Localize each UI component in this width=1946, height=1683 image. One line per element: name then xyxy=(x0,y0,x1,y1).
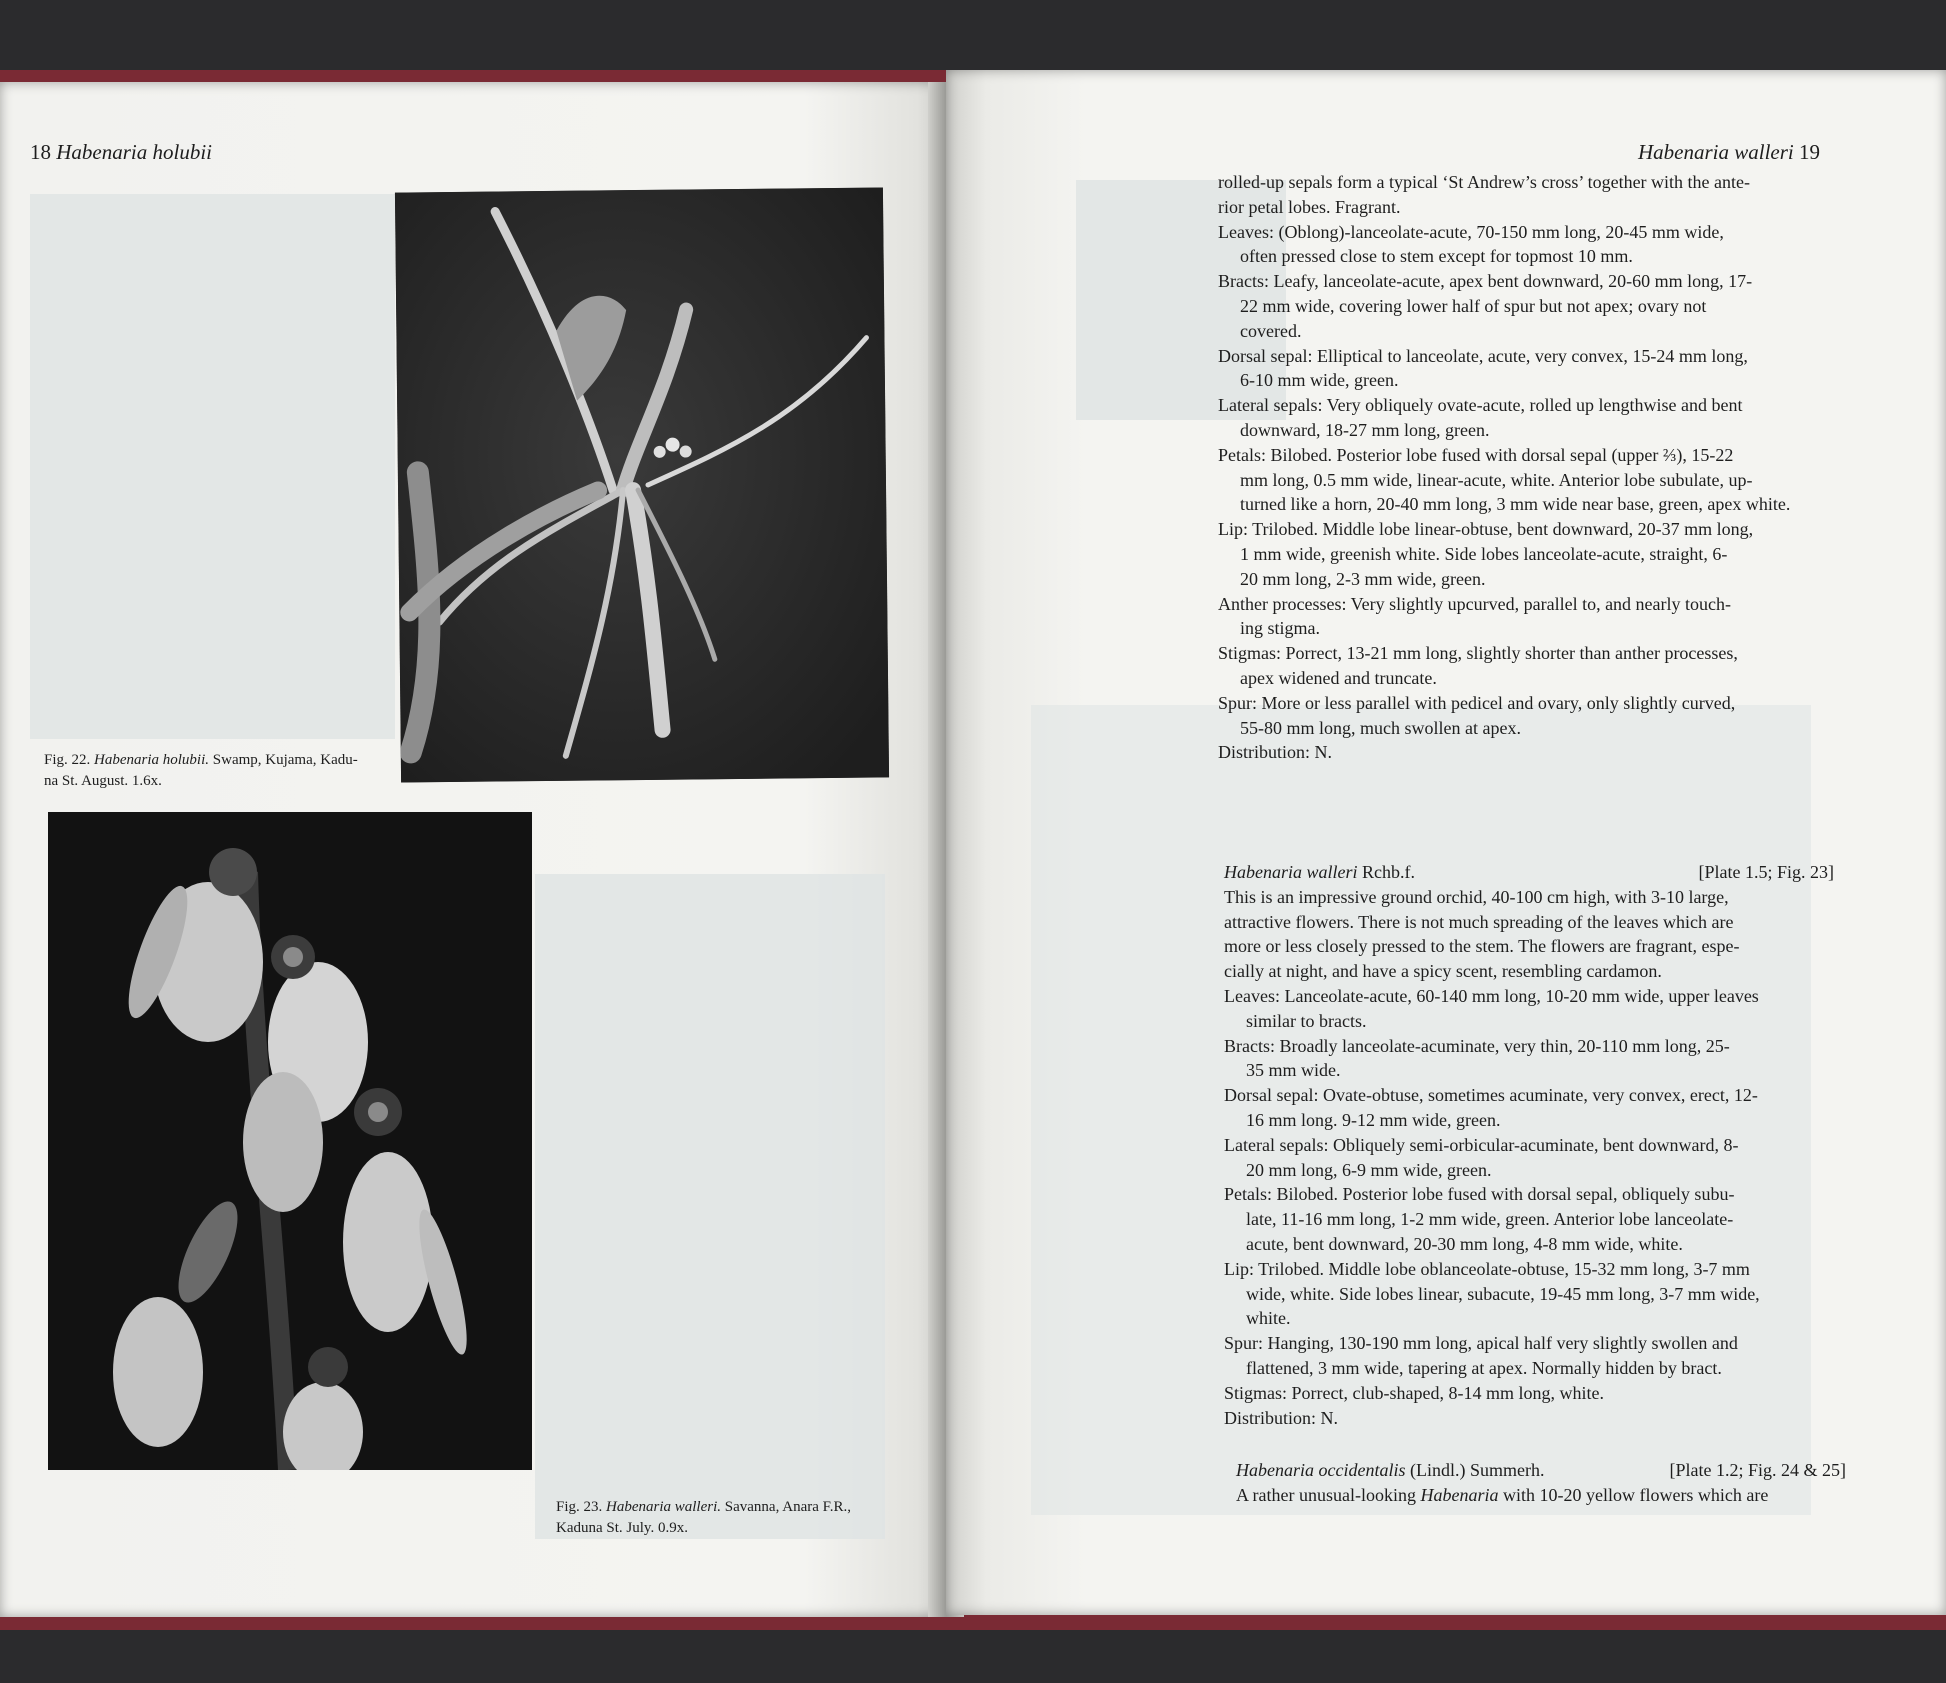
occidentalis-plate-ref: [Plate 1.2; Fig. 24 & 25] xyxy=(1669,1460,1846,1480)
occidentalis-name: Habenaria occidentalis xyxy=(1236,1460,1406,1480)
text-line: Leaves: (Oblong)-lanceolate-acute, 70-150 mm long, 20-45 mm wide, xyxy=(1218,221,1724,242)
right-page xyxy=(946,70,1946,1615)
text-line: flattened, 3 mm wide, tapering at apex. Normally hidden by bract. xyxy=(1246,1357,1722,1378)
show-through-shadow xyxy=(535,874,885,1539)
text-line: 16 mm long. 9-12 mm wide, green. xyxy=(1246,1109,1501,1130)
occidentalis-section xyxy=(1236,1458,1846,1508)
text-line: Petals: Bilobed. Posterior lobe fused with dorsal sepal, obliquely subu- xyxy=(1224,1184,1735,1205)
text-line: Lateral sepals: Obliquely semi-orbicular-acuminate, bent downward, 8- xyxy=(1224,1134,1739,1155)
text-line: attractive flowers. There is not much spreading of the leaves which are xyxy=(1224,911,1734,932)
text-line: more or less closely pressed to the stem. The flowers are fragrant, espe- xyxy=(1224,936,1740,957)
text-line: Anther processes: Very slightly upcurved, parallel to, and nearly touch- xyxy=(1218,593,1732,614)
orchid-walleri-flowers-image xyxy=(48,812,532,1470)
fig23-species: Habenaria walleri. xyxy=(606,1499,722,1515)
walleri-heading xyxy=(1224,860,1834,885)
walleri-lines xyxy=(1224,885,1834,1431)
occidentalis-heading xyxy=(1236,1458,1846,1483)
text-line: Lateral sepals: Very obliquely ovate-acute, rolled up lengthwise and bent xyxy=(1218,395,1743,416)
occidentalis-genus: Habenaria xyxy=(1420,1484,1499,1505)
text-line: Spur: More or less parallel with pedicel and ovary, only slightly curved, xyxy=(1218,692,1736,713)
text-line: mm long, 0.5 mm wide, linear-acute, white. Anterior lobe subulate, up- xyxy=(1240,469,1753,490)
text-line: cially at night, and have a spicy scent, resembling cardamon. xyxy=(1224,961,1662,982)
fig22-caption-line1: Swamp, Kujama, Kadu- xyxy=(212,752,358,768)
figure-23-photo xyxy=(48,812,532,1470)
text-line: often pressed close to stem except for topmost 10 mm. xyxy=(1240,246,1633,267)
text-line: Bracts: Broadly lanceolate-acuminate, very thin, 20-110 mm long, 25- xyxy=(1224,1035,1730,1056)
text-line: Stigmas: Porrect, club-shaped, 8-14 mm long, white. xyxy=(1224,1382,1604,1403)
left-page xyxy=(0,82,946,1617)
walleri-author: Rchb.f. xyxy=(1362,862,1415,882)
fig22-species: Habenaria holubii. xyxy=(94,752,210,768)
walleri-plate-ref: [Plate 1.5; Fig. 23] xyxy=(1698,862,1834,882)
left-running-title: Habenaria holubii xyxy=(56,140,212,164)
occidentalis-text-after: with 10-20 yellow flowers which are xyxy=(1498,1484,1769,1505)
text-line: rolled-up sepals form a typical ‘St Andrew’s cross’ together with the ante- xyxy=(1218,172,1751,192)
text-line: Petals: Bilobed. Posterior lobe fused with dorsal sepal (upper ⅔), 15-22 xyxy=(1218,444,1734,465)
text-line: 35 mm wide. xyxy=(1246,1060,1341,1081)
figure-23-caption xyxy=(556,1497,936,1539)
left-running-head xyxy=(30,140,212,165)
text-line: This is an impressive ground orchid, 40-100 cm high, with 3-10 large, xyxy=(1224,886,1729,907)
text-line: ing stigma. xyxy=(1240,618,1320,639)
occidentalis-intro-line xyxy=(1236,1483,1846,1508)
walleri-section xyxy=(1224,860,1834,1430)
text-line: apex widened and truncate. xyxy=(1240,667,1437,688)
text-line: turned like a horn, 20-40 mm long, 3 mm wide near base, green, apex white. xyxy=(1240,494,1791,515)
text-line: 20 mm long, 2-3 mm wide, green. xyxy=(1240,568,1486,589)
text-line: 55-80 mm long, much swollen at apex. xyxy=(1240,717,1521,738)
text-line: similar to bracts. xyxy=(1246,1010,1367,1031)
occidentalis-text-before: A rather unusual-looking xyxy=(1236,1484,1421,1505)
right-page-number: 19 xyxy=(1799,140,1820,164)
fig22-label: Fig. 22. xyxy=(44,752,91,768)
text-line: Distribution: N. xyxy=(1218,742,1333,763)
text-line: Lip: Trilobed. Middle lobe linear-obtuse, bent downward, 20-37 mm long, xyxy=(1218,519,1754,540)
text-line: Dorsal sepal: Ovate-obtuse, sometimes acuminate, very convex, erect, 12- xyxy=(1224,1085,1758,1106)
text-line: acute, bent downward, 20-30 mm long, 4-8 mm wide, white. xyxy=(1246,1233,1683,1254)
text-line: 6-10 mm wide, green. xyxy=(1240,370,1399,391)
walleri-name: Habenaria walleri xyxy=(1224,862,1358,882)
text-line: 22 mm wide, covering lower half of spur but not apex; ovary not xyxy=(1240,295,1707,316)
fig23-label: Fig. 23. xyxy=(556,1499,603,1515)
text-line: covered. xyxy=(1240,320,1302,341)
text-line: Leaves: Lanceolate-acute, 60-140 mm long, 10-20 mm wide, upper leaves xyxy=(1224,985,1759,1006)
text-line: late, 11-16 mm long, 1-2 mm wide, green. Anterior lobe lanceolate- xyxy=(1246,1209,1734,1230)
text-line: Stigmas: Porrect, 13-21 mm long, slightly shorter than anther processes, xyxy=(1218,643,1738,664)
fig23-caption-line1: Savanna, Anara F.R., xyxy=(724,1499,852,1515)
continued-lines xyxy=(1218,170,1878,765)
fig22-caption-line2: na St. August. 1.6x. xyxy=(44,773,162,789)
text-line: Lip: Trilobed. Middle lobe oblanceolate-obtuse, 15-32 mm long, 3-7 mm xyxy=(1224,1258,1750,1279)
text-line: white. xyxy=(1246,1308,1291,1329)
orchid-spider-flower-image xyxy=(395,187,889,782)
continued-description xyxy=(1218,170,1878,765)
text-line: rior petal lobes. Fragrant. xyxy=(1218,196,1401,217)
figure-22-photo xyxy=(395,187,889,782)
right-running-title: Habenaria walleri xyxy=(1638,140,1794,164)
right-running-head xyxy=(1638,140,1820,165)
text-line: Spur: Hanging, 130-190 mm long, apical half very slightly swollen and xyxy=(1224,1333,1738,1354)
text-line: 20 mm long, 6-9 mm wide, green. xyxy=(1246,1159,1492,1180)
figure-22-caption xyxy=(44,750,394,792)
text-line: wide, white. Side lobes linear, subacute, 19-45 mm long, 3-7 mm wide, xyxy=(1246,1283,1760,1304)
text-line: downward, 18-27 mm long, green. xyxy=(1240,419,1490,440)
show-through-shadow xyxy=(30,194,395,739)
text-line: Dorsal sepal: Elliptical to lanceolate, acute, very convex, 15-24 mm long, xyxy=(1218,345,1748,366)
text-line: Bracts: Leafy, lanceolate-acute, apex bent downward, 20-60 mm long, 17- xyxy=(1218,271,1753,292)
occidentalis-author: (Lindl.) Summerh. xyxy=(1409,1460,1545,1480)
fig23-caption-line2: Kaduna St. July. 0.9x. xyxy=(556,1520,688,1536)
text-line: 1 mm wide, greenish white. Side lobes lanceolate-acute, straight, 6- xyxy=(1240,543,1728,564)
left-page-number: 18 xyxy=(30,140,51,164)
text-line: Distribution: N. xyxy=(1224,1407,1339,1428)
